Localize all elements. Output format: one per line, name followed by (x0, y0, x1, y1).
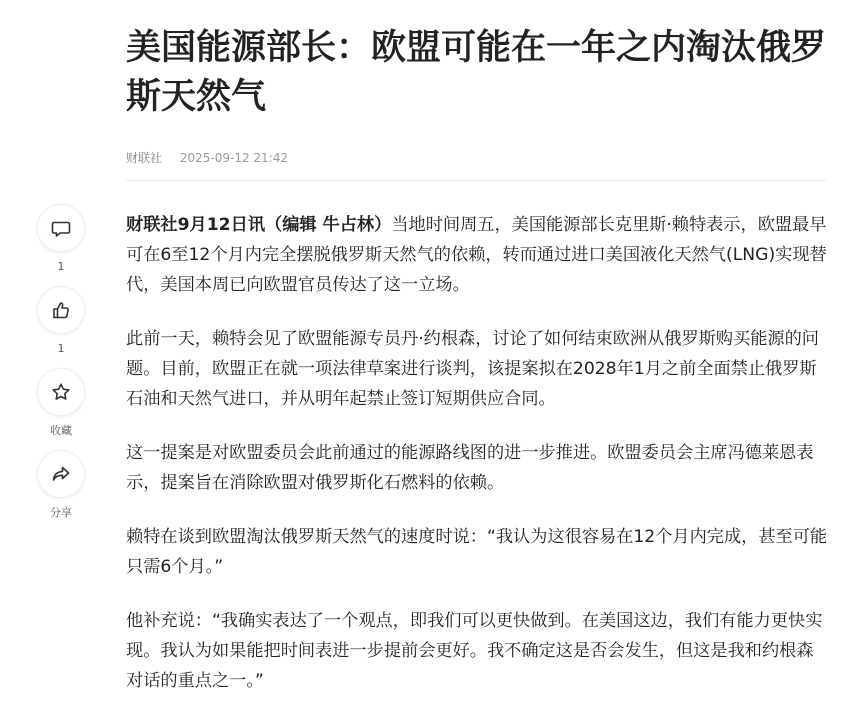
comment-count: 1 (57, 260, 65, 273)
article-lead: 财联社9月12日讯（编辑 牛占林） (126, 215, 392, 235)
article-paragraph: 这一提案是对欧盟委员会此前通过的能源路线图的进一步推进。欧盟委员会主席冯德莱恩表示，提案旨在消除欧盟对俄罗斯化石燃料的依赖。 (126, 443, 814, 493)
comment-button[interactable] (36, 204, 86, 274)
share-icon (51, 464, 71, 484)
like-button[interactable] (36, 286, 86, 356)
like-count: 1 (57, 342, 65, 355)
comment-button-circle[interactable] (37, 204, 85, 252)
favorite-button-circle[interactable] (37, 368, 85, 416)
article-source[interactable]: 财联社 (126, 151, 163, 165)
like-button-circle[interactable] (37, 286, 85, 334)
favorite-button[interactable] (36, 368, 86, 438)
star-icon (51, 382, 71, 402)
article-paragraph: 此前一天，赖特会见了欧盟能源专员丹·约根森，讨论了如何结束欧洲从俄罗斯购买能源的问题。目前，欧盟正在就一项法律草案进行谈判，该提案拟在2028年1月之前全面禁止俄罗斯石油和天然气进口，并从明年起禁止签订短期供应合同。 (126, 329, 819, 409)
comment-icon (51, 218, 71, 238)
article-paragraph-text: 当地时间周五，美国能源部长克里斯·赖特表示，欧盟最早可在6至12个月内完全摆脱俄罗斯天然气的依赖，转而通过进口美国液化天然气(LNG)实现替代，美国本周已向欧盟官员传达了这一立场。 (126, 215, 827, 295)
article-body (126, 210, 830, 720)
article-datetime: 2025-09-12 21:42 (179, 151, 288, 165)
share-label: 分享 (50, 506, 72, 519)
article-meta (126, 149, 288, 167)
share-button-circle[interactable] (37, 450, 85, 498)
article-title: 美国能源部长：欧盟可能在一年之内淘汰俄罗斯天然气 (126, 28, 827, 117)
article-paragraph: 赖特在谈到欧盟淘汰俄罗斯天然气的速度时说：“我认为这很容易在12个月内完成，甚至可能只需6个月。” (126, 527, 828, 577)
favorite-label: 收藏 (50, 424, 72, 437)
thumbs-up-icon (51, 300, 71, 320)
share-button[interactable] (36, 450, 86, 520)
article-paragraph: 他补充说：“我确实表达了一个观点，即我们可以更快做到。在美国这边，我们有能力更快实现。我认为如果能把时间表进一步提前会更好。我不确定这是否会发生，但这是我和约根森对话的重点之一。” (126, 611, 823, 691)
article-paragraph (126, 210, 830, 300)
title-divider (126, 180, 826, 181)
